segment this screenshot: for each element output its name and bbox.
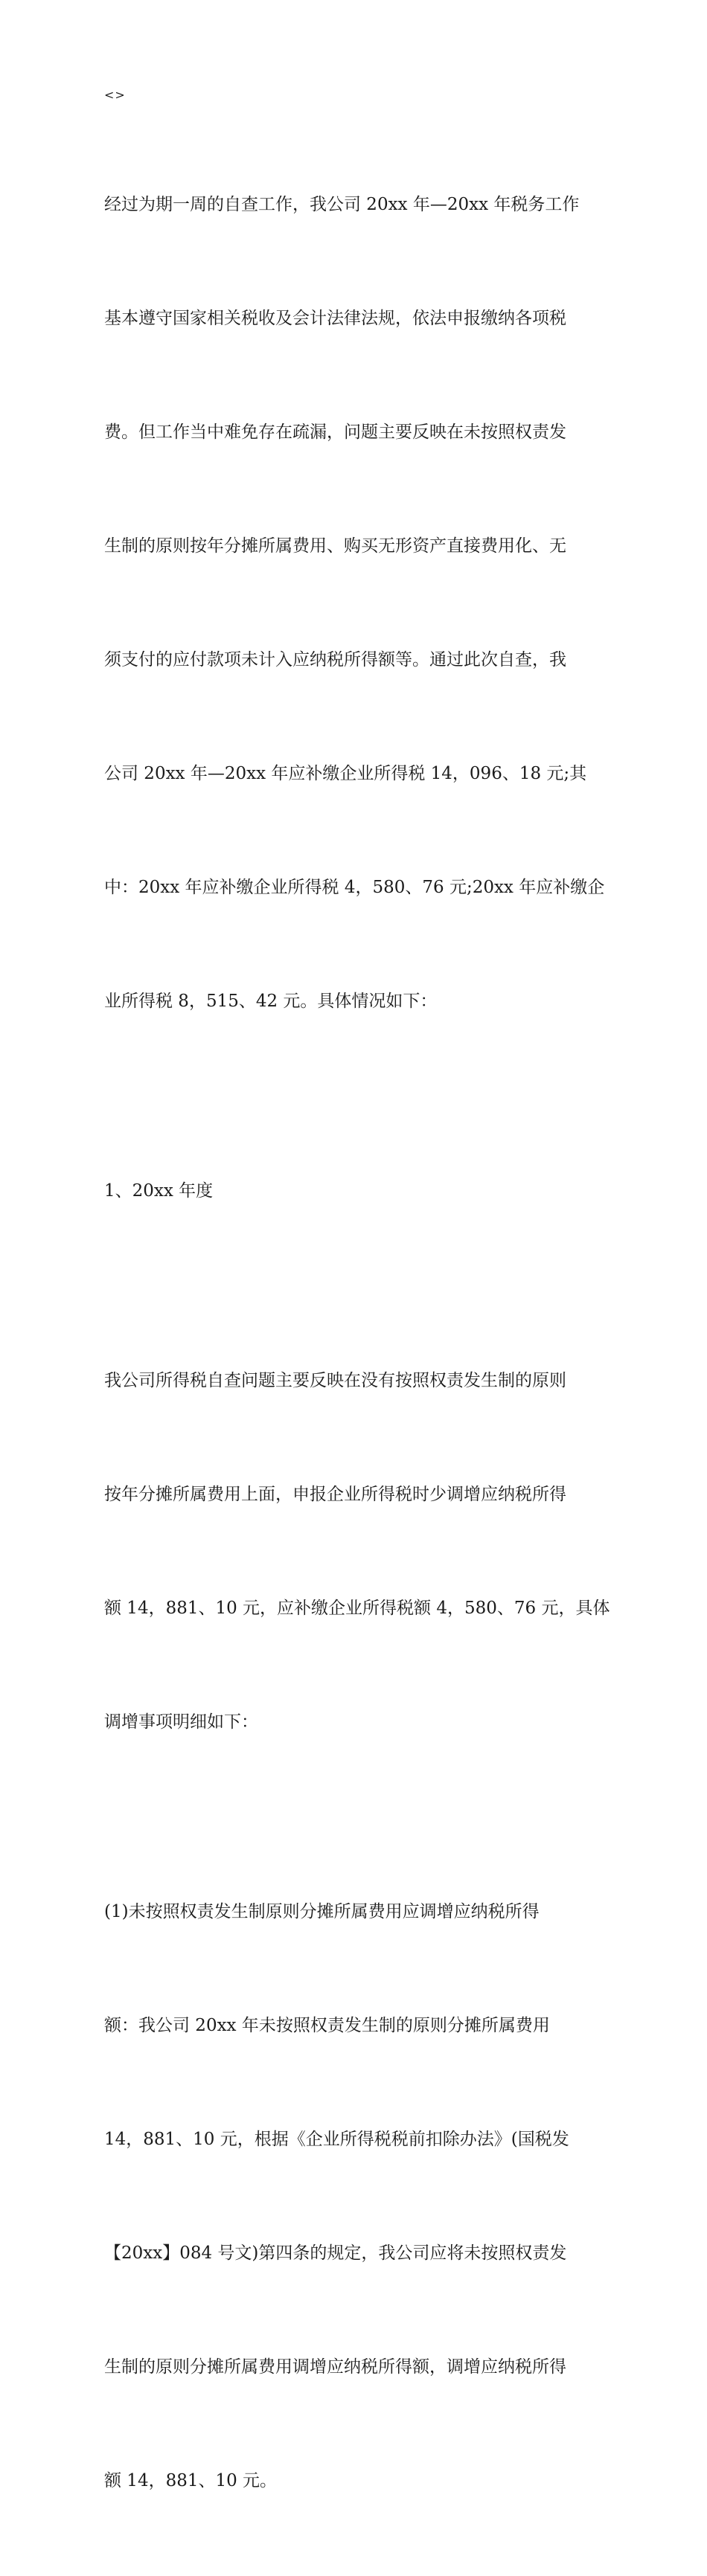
- paragraph-detail-1: [104, 1817, 618, 2576]
- text-line: 公司 20xx 年—20xx 年应补缴企业所得税 14，096、18 元;其: [104, 764, 587, 783]
- text-line: 按年分摊所属费用上面，申报企业所得税时少调增应纳税所得: [104, 1485, 566, 1504]
- text-line: 1、20xx 年度: [104, 1181, 214, 1201]
- text-line: 14，881、10 元，根据《企业所得税税前扣除办法》(国税发: [104, 2130, 569, 2149]
- document-body: [104, 80, 618, 2576]
- text-line: 额 14，881、10 元，应补缴企业所得税额 4，580、76 元，具体: [104, 1599, 610, 1618]
- text-line: 【20xx】084 号文)第四条的规定，我公司应将未按照权责发: [104, 2243, 567, 2263]
- text-line: 生制的原则按年分摊所属费用、购买无形资产直接费用化、无: [104, 536, 566, 556]
- text-line: 额 14，881、10 元。: [104, 2471, 278, 2490]
- text-line: (1)未按照权责发生制原则分摊所属费用应调增应纳税所得: [104, 1902, 540, 1921]
- page-marker: <>: [104, 88, 126, 102]
- section-heading-year: [104, 1096, 618, 1286]
- text-line: 调增事项明细如下：: [104, 1712, 258, 1732]
- text-line: 经过为期一周的自查工作，我公司 20xx 年—20xx 年税务工作: [104, 195, 580, 214]
- text-line: 费。但工作当中难免存在疏漏，问题主要反映在未按照权责发: [104, 423, 566, 442]
- paragraph-summary: [104, 1286, 618, 1817]
- text-line: 我公司所得税自查问题主要反映在没有按照权责发生制的原则: [104, 1371, 566, 1390]
- paragraph-intro: [104, 110, 618, 1096]
- text-line: 基本遵守国家相关税收及会计法律法规，依法申报缴纳各项税: [104, 309, 566, 328]
- text-line: 须支付的应付款项未计入应纳税所得额等。通过此次自查，我: [104, 650, 566, 669]
- text-line: 额：我公司 20xx 年未按照权责发生制的原则分摊所属费用: [104, 2016, 550, 2035]
- text-line: 中：20xx 年应补缴企业所得税 4，580、76 元;20xx 年应补缴企: [104, 878, 605, 897]
- text-line: 生制的原则分摊所属费用调增应纳税所得额，调增应纳税所得: [104, 2357, 566, 2377]
- text-line: 业所得税 8，515、42 元。具体情况如下：: [104, 992, 438, 1011]
